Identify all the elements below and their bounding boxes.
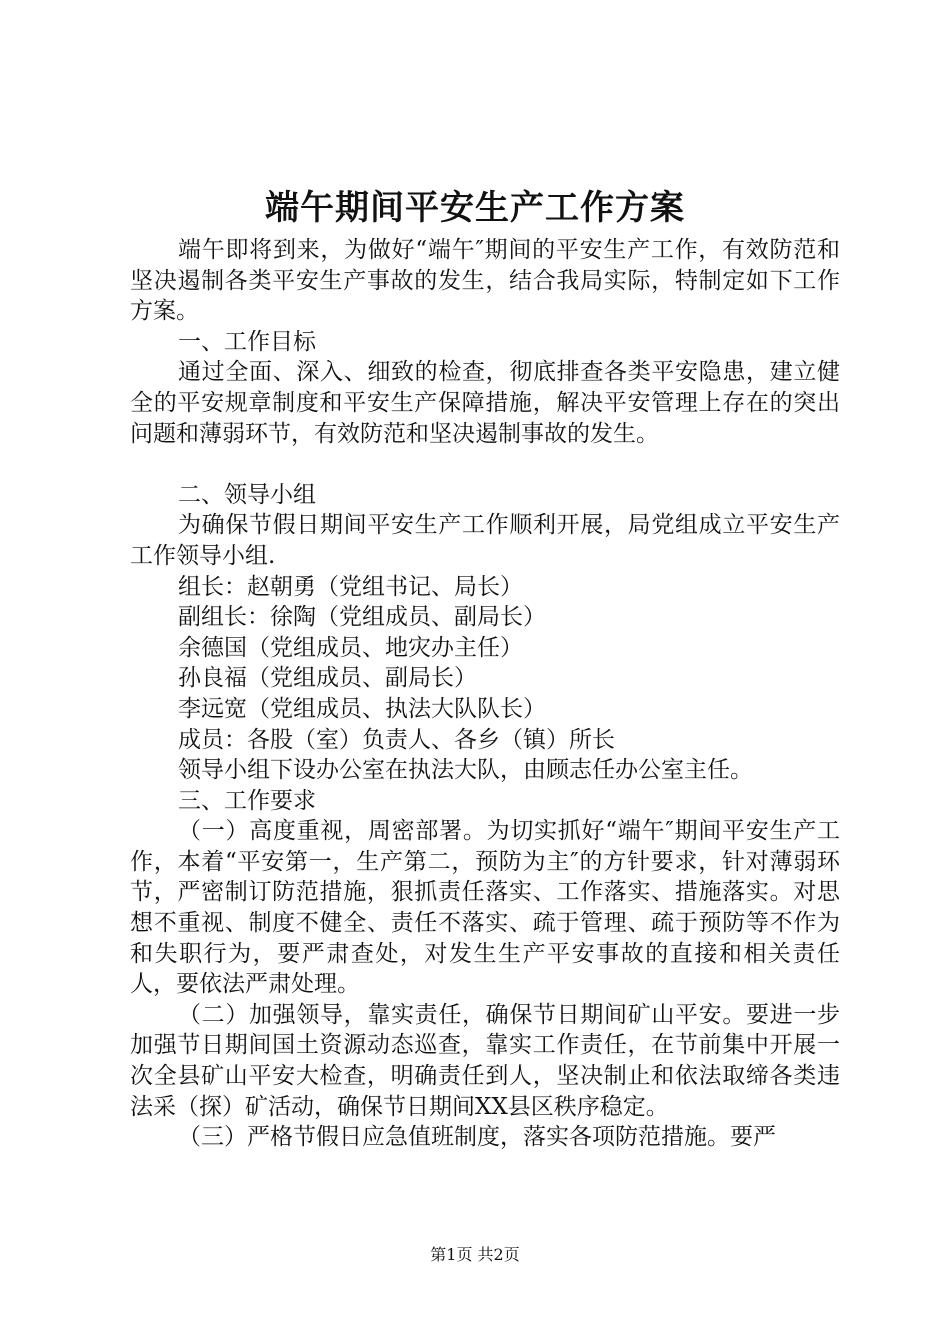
document-title: 端午期间平安生产工作方案 [265, 188, 685, 228]
member-line-leader: 组长：赵朝勇（党组书记、局长） [178, 573, 523, 600]
requirement-2-paragraph: （二）加强领导，靠实责任，确保节日期间矿山平安。要进一步加强节日期间国土资源动态巡查，靠实工作责任，在节前集中开展一次全县矿山平安大检查，明确责任到人，坚决制止和依法取缔各类违法采（探）矿活动，确保节日期间XX县区秩序稳定。 [130, 1001, 840, 1120]
member-line-office: 领导小组下设办公室在执法大队，由顾志任办公室主任。 [178, 757, 753, 784]
member-line-deputy: 副组长：徐陶（党组成员、副局长） [178, 604, 546, 631]
member-line-5: 李远宽（党组成员、执法大队队长） [178, 695, 546, 722]
member-line-3: 余德国（党组成员、地灾办主任） [178, 634, 523, 661]
section3-heading: 三、工作要求 [178, 787, 316, 814]
member-line-members: 成员：各股（室）负责人、各乡（镇）所长 [178, 726, 615, 753]
requirement-1-paragraph: （一）高度重视，周密部署。为切实抓好“端午″期间平安生产工作，本着“平安第一，生产第二，预防为主″的方针要求，针对薄弱环节，严密制订防范措施，狠抓责任落实、工作落实、措施落实。对思想不重视、制度不健全、责任不落实、疏于管理、疏于预防等不作为和失职行为，要严肃查处，对发生生产平安事故的直接和相关责任人，要依法严肃处理。 [130, 818, 840, 998]
intro-paragraph: 端午即将到来，为做好“端午″期间的平安生产工作，有效防范和坚决遏制各类平安生产事故的发生，结合我局实际，特制定如下工作方案。 [130, 237, 840, 325]
section1-paragraph: 通过全面、深入、细致的检查，彻底排查各类平安隐患，建立健全的平安规章制度和平安生产保障措施，解决平安管理上存在的突出问题和薄弱环节，有效防范和坚决遏制事故的发生。 [130, 359, 840, 447]
page-footer: 第1页 共2页 [430, 1245, 520, 1264]
member-line-4: 孙良福（党组成员、副局长） [178, 665, 477, 692]
section2-heading: 二、领导小组 [178, 481, 316, 508]
section2-paragraph: 为确保节假日期间平安生产工作顺利开展，局党组成立平安生产工作领导小组. [130, 512, 840, 569]
document-body [130, 235, 840, 1153]
blank-line [130, 449, 840, 480]
section1-heading: 一、工作目标 [178, 328, 316, 355]
requirement-3-paragraph: （三）严格节假日应急值班制度，落实各项防范措施。要严 [178, 1124, 776, 1151]
